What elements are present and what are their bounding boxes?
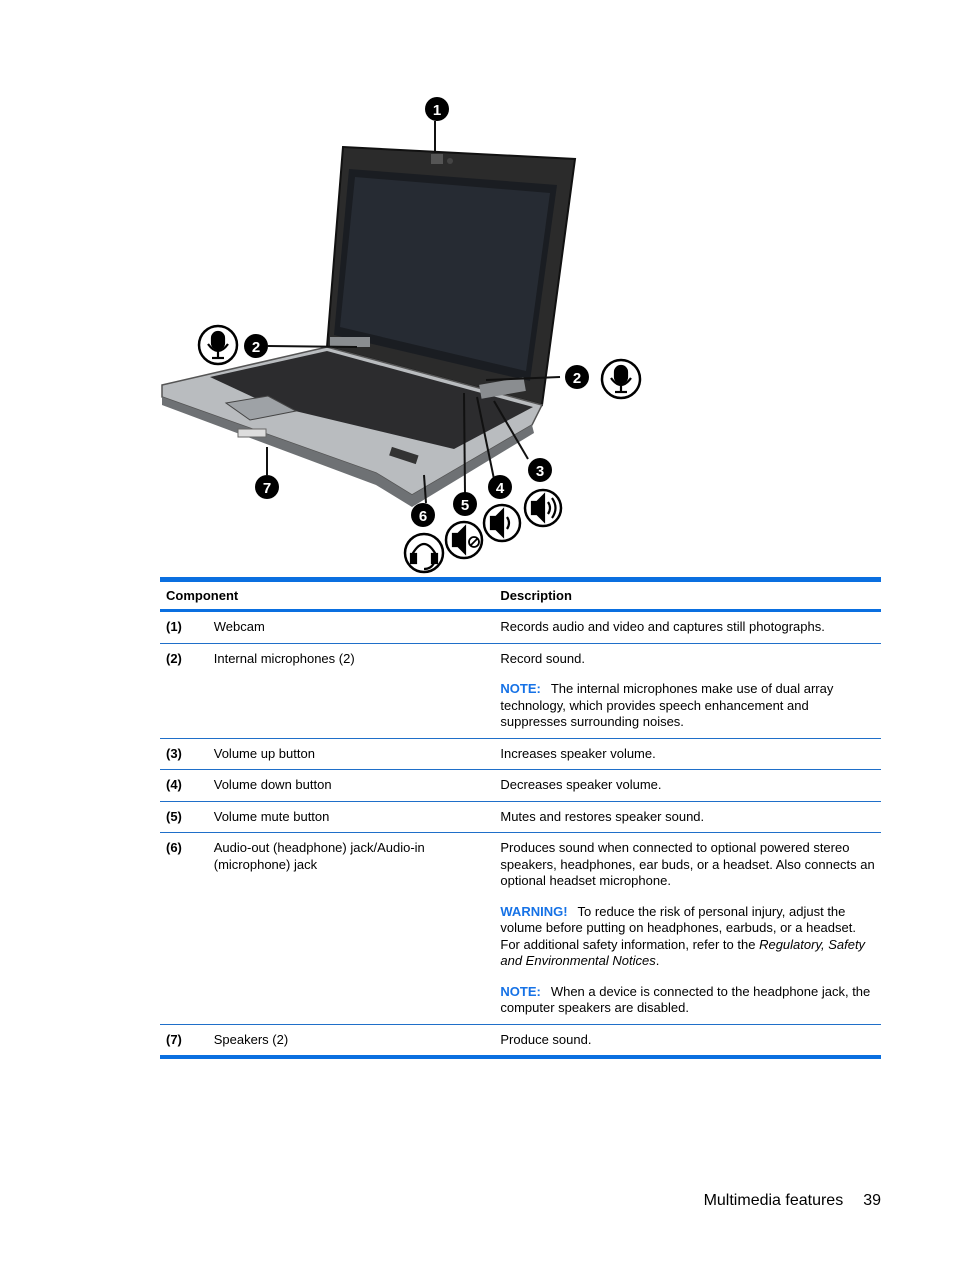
callout-5-label: 5 [460, 497, 470, 514]
callout-4-label: 4 [495, 480, 505, 497]
component-description [494, 801, 881, 833]
table-row [160, 738, 881, 770]
component-name: Audio-out (headphone) jack/Audio-in (microphone) jack [208, 833, 495, 1025]
warning-reference: Regulatory, Safety and Environmental Notices [500, 936, 866, 968]
table-header-row [160, 580, 881, 611]
callout-2-left-label: 2 [251, 339, 261, 356]
callout-2-right-label: 2 [572, 370, 582, 387]
component-name: Volume mute button [208, 801, 495, 833]
description-text: Produce sound. [500, 1031, 592, 1047]
volume-up-icon [525, 490, 561, 526]
webcam-lens [431, 154, 443, 164]
table-row [160, 833, 881, 1025]
component-description [494, 643, 881, 738]
header-description: Description [494, 580, 881, 611]
microphone-icon [602, 360, 640, 398]
note-text: The internal microphones make use of dual array technology, which provides speech enhancement and suppresses surrounding noises. [500, 681, 834, 729]
header-component: Component [160, 580, 494, 611]
note-label: NOTE: [500, 983, 541, 999]
warning-label: WARNING! [500, 903, 568, 919]
callout-6-label: 6 [418, 508, 428, 525]
table-row [160, 801, 881, 833]
description-text: Decreases speaker volume. [500, 777, 662, 792]
component-description [494, 738, 881, 770]
callout-3-label: 3 [535, 463, 545, 480]
component-name: Webcam [208, 611, 495, 644]
note-label: NOTE: [500, 681, 541, 696]
component-name: Volume down button [208, 770, 495, 802]
footer-section-title: Multimedia features [703, 1192, 844, 1209]
row-number: (6) [160, 833, 208, 1025]
table-row [160, 1024, 881, 1057]
description-text: Records audio and video and captures still photographs. [500, 619, 825, 634]
row-number: (3) [160, 738, 208, 770]
front-speaker [238, 429, 266, 437]
callout-7-label: 7 [262, 480, 272, 497]
page-number: 39 [863, 1192, 881, 1209]
row-number: (7) [160, 1024, 208, 1057]
note [500, 681, 875, 731]
warning [500, 904, 875, 970]
row-number: (1) [160, 611, 208, 644]
row-number: (5) [160, 801, 208, 833]
component-name: Speakers (2) [208, 1024, 495, 1057]
component-name: Internal microphones (2) [208, 643, 495, 738]
warning-end: . [655, 953, 660, 968]
description-text: Mutes and restores speaker sound. [500, 808, 705, 824]
table-row [160, 770, 881, 802]
warning-text: To reduce the risk of personal injury, adjust the volume before putting on headphones, earbuds, or a headset. For additional safety information, refer to the [500, 903, 856, 952]
page-footer [704, 1192, 881, 1210]
microphone-icon [199, 326, 237, 364]
speaker-grille-left [330, 337, 370, 347]
volume-mute-icon [446, 522, 482, 558]
volume-down-icon [484, 505, 520, 541]
table-row [160, 643, 881, 738]
component-description [494, 611, 881, 644]
note-text: When a device is connected to the headphone jack, the computer speakers are disabled. [500, 983, 871, 1015]
laptop-illustration [150, 85, 670, 580]
description-text: Produces sound when connected to optional powered stereo speakers, headphones, ear buds, or a headset. Also connects an optional headset microphone. [500, 840, 875, 888]
component-description [494, 1024, 881, 1057]
callout-1-label: 1 [432, 102, 442, 119]
component-description [494, 833, 881, 1025]
description-text: Record sound. [500, 650, 585, 666]
table-row [160, 611, 881, 644]
component-description [494, 770, 881, 802]
component-table [160, 577, 881, 1059]
description-text: Increases speaker volume. [500, 745, 656, 761]
row-number: (2) [160, 643, 208, 738]
component-name: Volume up button [208, 738, 495, 770]
note [500, 984, 875, 1017]
headphone-microphone-icon [405, 534, 443, 572]
row-number: (4) [160, 770, 208, 802]
